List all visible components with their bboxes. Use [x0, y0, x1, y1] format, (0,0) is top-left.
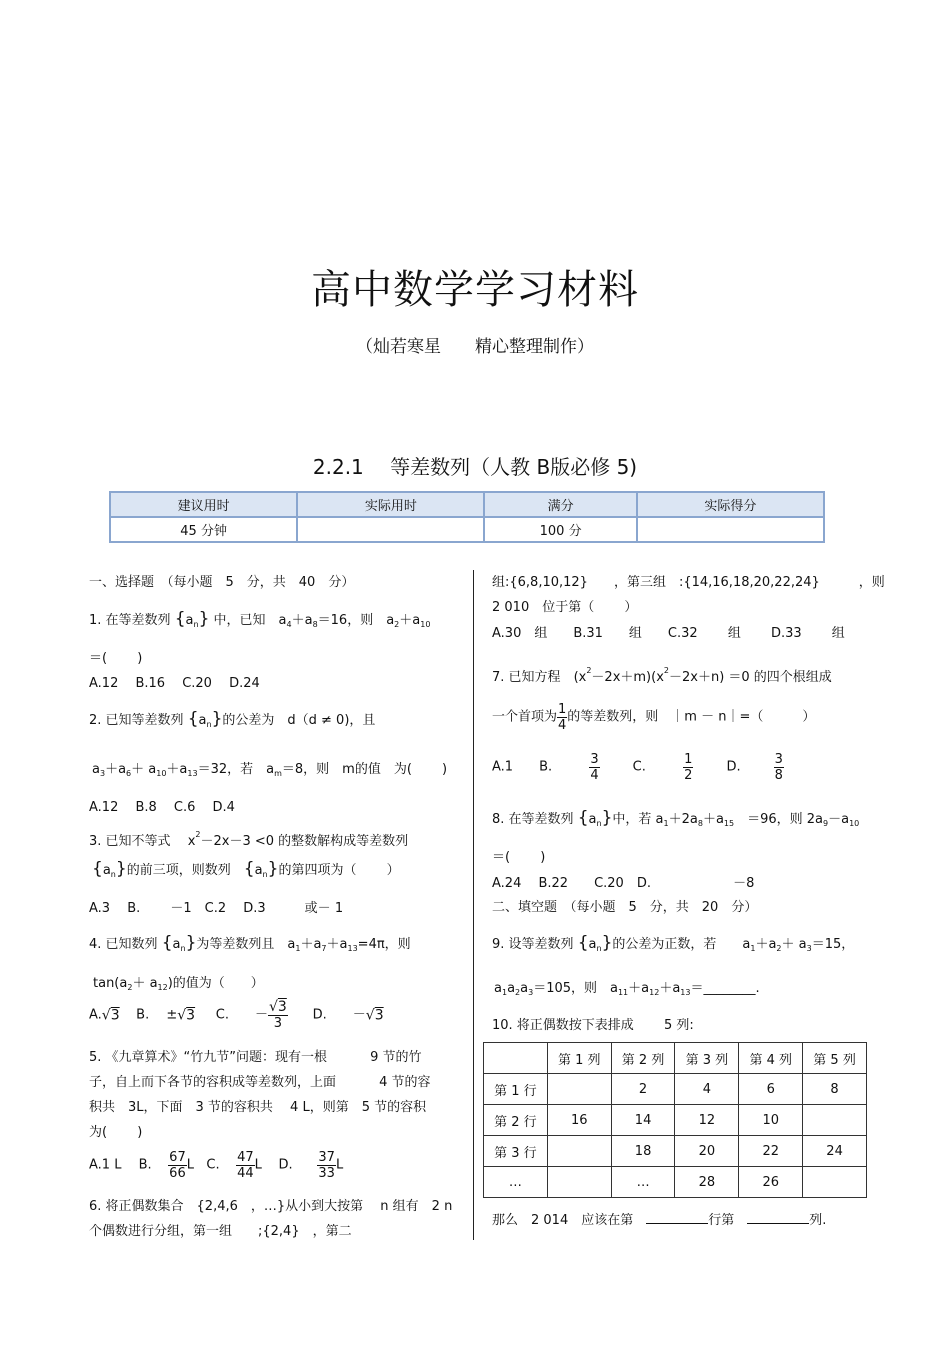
info-value-cell [297, 517, 484, 542]
question-3: 3. 已知不等式 $x^2-2x-3 <0$ 的整数解构成等差数列 [89, 830, 409, 849]
grid-row [484, 1167, 867, 1198]
grid-header-cell [484, 1043, 548, 1074]
question-7: 7. 已知方程 $(x^2-2x+m)(x^2-2x+n) =0$ 的四个根组成 [492, 666, 832, 685]
question-5-line1: 5. 《九章算术》“竹九节”问题：现有一根 9 节的竹 [89, 1050, 422, 1065]
grid-cell: 28 [675, 1167, 739, 1198]
question-8: 8. 在等差数列 $\{a_n\}$中，若 $a_1+2a_8+a_{15}$ ＝96，则 $2a_9-a_{10}$ [492, 808, 860, 828]
grid-cell: 24 [803, 1136, 867, 1167]
grid-header-cell: 第 5 列 [803, 1043, 867, 1074]
grid-cell: 6 [739, 1074, 803, 1105]
section-choice-heading: 一、选择题 （每小题 5 分，共 40 分） [89, 575, 355, 590]
question-9-line2: $a_1a_2a_3=105$，则 $a_{11}+a_{12}+a_{13}=\_\_\_\_\_\_\_\_$. [494, 981, 760, 997]
question-6-options: A.30 组 B.31 组 C.32 组 D.33 组 [492, 626, 845, 641]
question-5-options: A.1 L B. $\frac{67}{66}$ L C. $\frac{47}{44}$ L D. $\frac{37}{33}$ L [89, 1150, 344, 1181]
grid-header-cell: 第 3 列 [675, 1043, 739, 1074]
document-title: 高中数学学习材料 [311, 267, 639, 313]
grid-row [484, 1105, 867, 1136]
question-6-line4: 2 010 位于第（ ） [492, 600, 638, 615]
question-2-line2: $a_3+a_6+ a_{10}+a_{13}=32$，若 $a_m=8$，则 m的值 为( ) [92, 762, 448, 778]
grid-cell: … [611, 1167, 675, 1198]
grid-cell [547, 1074, 611, 1105]
info-header-cell: 实际得分 [637, 492, 824, 517]
question-6-line2: 个偶数进行分组，第一组 ;{2,4} ，第二 [89, 1224, 352, 1239]
question-5-line4: 为( ) [89, 1125, 143, 1140]
question-4-options: A.√3 B. ±√3 C. － $\frac{√3}{3}$ D. －√3 [89, 999, 384, 1031]
grid-cell: 第 1 行 [484, 1074, 548, 1105]
grid-row [484, 1074, 867, 1105]
info-value-cell: 100 分 [484, 517, 636, 542]
question-10: 10. 将正偶数按下表排成 5 列: [492, 1018, 694, 1033]
info-header-cell: 实际用时 [297, 492, 484, 517]
section-fill-heading: 二、填空题 （每小题 5 分，共 20 分） [492, 900, 758, 915]
time-score-table [109, 491, 825, 543]
grid-cell: 26 [739, 1167, 803, 1198]
grid-cell: 2 [611, 1074, 675, 1105]
document-subtitle: （灿若寒星 精心整理制作） [356, 337, 594, 357]
question-1-paren: ＝( ) [89, 651, 143, 666]
grid-header-cell: 第 2 列 [611, 1043, 675, 1074]
grid-cell: 22 [739, 1136, 803, 1167]
question-1-options: A.12 B.16 C.20 D.24 [89, 676, 260, 691]
question-2-options: A.12 B.8 C.6 D.4 [89, 800, 235, 815]
question-7-line2: 一个首项为 $\frac{1}{4}$ 的等差数列，则 ｜m － n｜=（ ） [492, 702, 816, 733]
column-divider [473, 570, 474, 1240]
grid-cell: 20 [675, 1136, 739, 1167]
grid-header-cell: 第 1 列 [547, 1043, 611, 1074]
grid-cell: 18 [611, 1136, 675, 1167]
grid-cell: … [484, 1167, 548, 1198]
grid-cell [547, 1167, 611, 1198]
info-header-cell: 满分 [484, 492, 636, 517]
info-header-cell: 建议用时 [110, 492, 297, 517]
grid-cell [803, 1167, 867, 1198]
question-4: 4. 已知数列 $\{a_n\}$为等差数列且 $a_1+a_7+a_{13}=4\pi$，则 [89, 933, 411, 953]
grid-cell: 14 [611, 1105, 675, 1136]
question-5-line2: 子，自上而下各节的容积成等差数列，上面 4 节的容 [89, 1075, 431, 1090]
grid-cell: 16 [547, 1105, 611, 1136]
grid-cell: 12 [675, 1105, 739, 1136]
answer-blank-row[interactable] [646, 1213, 708, 1224]
grid-cell: 第 2 行 [484, 1105, 548, 1136]
question-9: 9. 设等差数列 $\{a_n\}$的公差为正数，若 $a_1+a_2+ a_3=15$， [492, 933, 855, 953]
grid-cell [803, 1105, 867, 1136]
question-8-options: A.24 B.22 C.20 D. －8 [492, 876, 755, 891]
question-8-paren: ＝( ) [492, 850, 546, 865]
question-2: 2. 已知等差数列 $\{a_n\}$的公差为 d（d ≠ 0)，且 [89, 709, 376, 729]
grid-cell: 10 [739, 1105, 803, 1136]
even-number-grid [483, 1042, 867, 1198]
grid-cell: 8 [803, 1074, 867, 1105]
answer-blank-col[interactable] [747, 1213, 809, 1224]
question-4-line2: $\tan(a_2+ a_{12})$的值为（ ） [93, 976, 264, 992]
section-heading: 2.2.1 等差数列（人教 B版必修 5) [312, 455, 638, 479]
grid-row [484, 1136, 867, 1167]
grid-header-cell: 第 4 列 [739, 1043, 803, 1074]
grid-cell [547, 1136, 611, 1167]
question-6-line3: 组:{6,8,10,12} ，第三组 :{14,16,18,20,22,24} ，则 [492, 575, 885, 590]
question-3-line2: $\{a_n\}$的前三项，则数列 $\{a_n\}$的第四项为（ ） [92, 859, 400, 879]
info-value-cell [637, 517, 824, 542]
question-1: 1. 在等差数列 $\{a_n\}$ 中，已知 $a_4+a_8=16$，则 $a_2+a_{10}$ [89, 609, 431, 629]
question-6-line1: 6. 将正偶数集合 {2,4,6 ，…}从小到大按第 n 组有 2 n [89, 1199, 453, 1214]
question-5-line3: 积共 3L，下面 3 节的容积共 4 L，则第 5 节的容积 [89, 1100, 427, 1115]
question-7-options: A.1 B. $\frac{3}{4}$ C. $\frac{1}{2}$ D. $\frac{3}{8}$ [492, 752, 783, 783]
question-10-answer-line: 那么 2 014 应该在第 行第 列. [492, 1213, 827, 1228]
question-3-options: A.3 B. －1 C.2 D.3 或－ 1 [89, 901, 344, 916]
info-value-cell: 45 分钟 [110, 517, 297, 542]
grid-cell: 4 [675, 1074, 739, 1105]
grid-cell: 第 3 行 [484, 1136, 548, 1167]
